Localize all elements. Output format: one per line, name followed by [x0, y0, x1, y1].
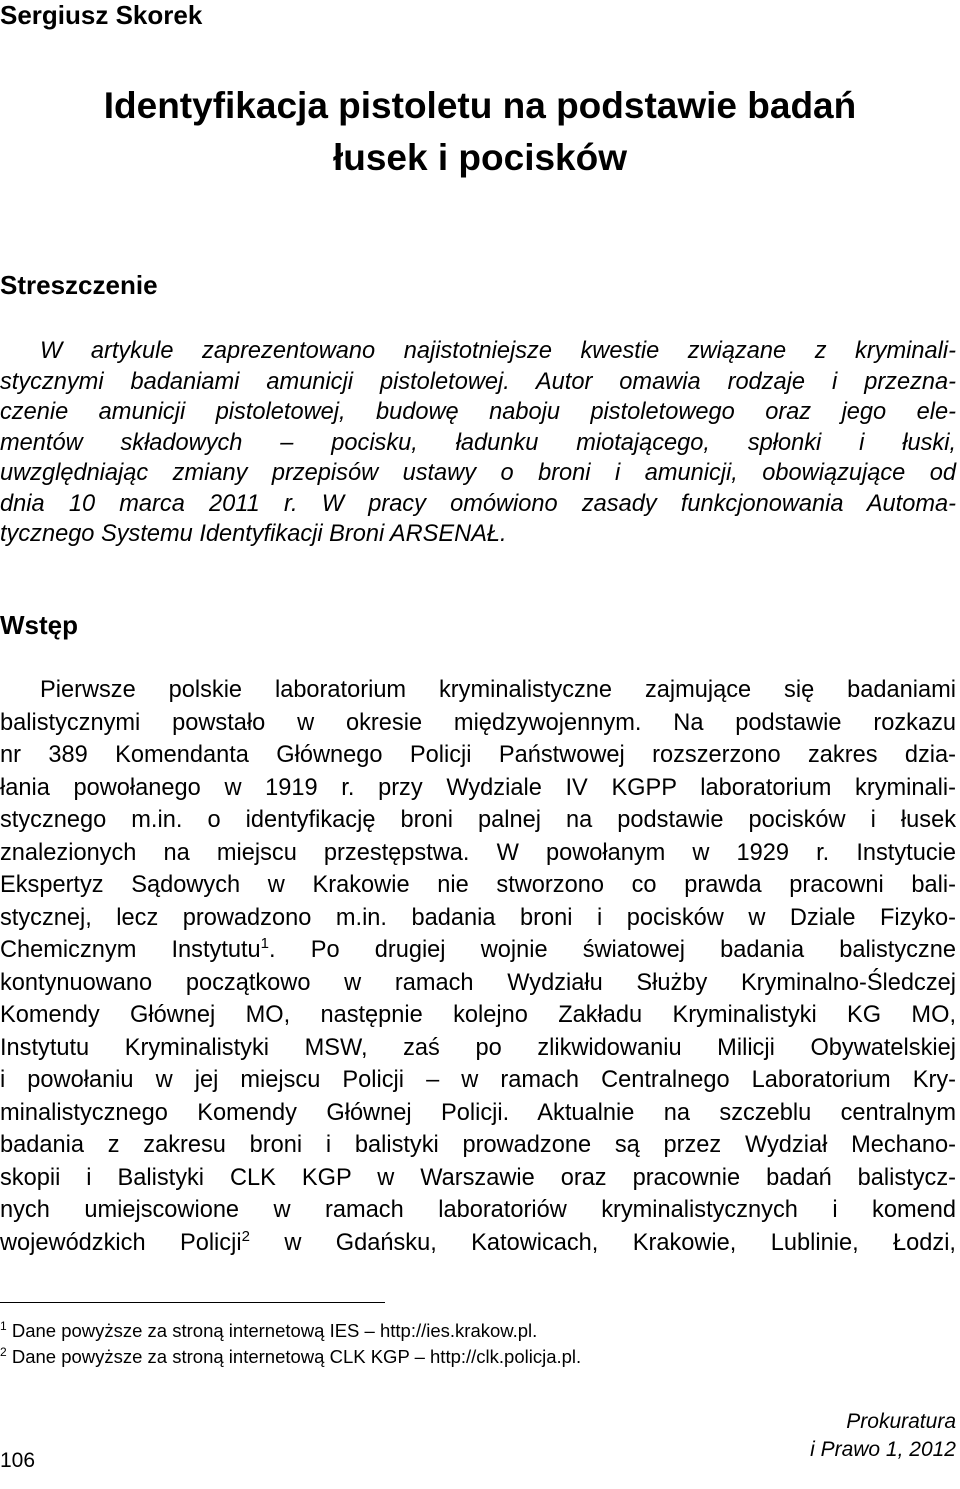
body-line: nych umiejscowione w ramach laboratoriów kryminalistycznych i komend — [0, 1197, 956, 1223]
author-name: Sergiusz Skorek — [0, 0, 203, 30]
footnote-ref-2[interactable]: 2 — [241, 1227, 250, 1245]
body-line: minalistycznego Komendy Głównej Policji. Aktualnie na szczeblu centralnym — [0, 1099, 956, 1126]
title-line: Identyfikacja pistoletu na podstawie badań — [103, 85, 857, 126]
abstract-text — [0, 336, 956, 550]
body-line: balistycznymi powstało w okresie międzywojennym. Na podstawie rozkazu — [0, 709, 956, 736]
body-line: Pierwsze polskie laboratorium kryminalistyczne zajmujące się badaniami — [40, 677, 956, 703]
abstract-line: uwzględniając zmiany przepisów ustawy o broni i amunicji, obowiązujące od — [0, 460, 956, 486]
footnote-number: 2 — [0, 1345, 7, 1359]
abstract-line: stycznymi badaniami amunicji pistoletowej. Autor omawia rodzaje i przezna- — [0, 368, 956, 395]
body-line: stycznego m.in. o identyfikację broni palnej na podstawie pocisków i łusek — [0, 807, 956, 833]
journal-name — [810, 1408, 956, 1464]
body-line: znalezionych na miejscu przestępstwa. W powołanym w 1929 r. Instytucie — [0, 839, 956, 866]
body-line: nr 389 Komendanta Głównego Policji Państwowej rozszerzono zakres dzia- — [0, 742, 956, 768]
title-line: łusek i pocisków — [332, 137, 628, 178]
footnote-separator — [0, 1302, 385, 1303]
body-line: skopii i Balistyki CLK KGP w Warszawie oraz pracownie badań balistycz- — [0, 1164, 956, 1191]
abstract-heading: Streszczenie — [0, 270, 158, 300]
footnote-2 — [0, 1344, 581, 1370]
journal-line: i Prawo 1, 2012 — [810, 1438, 956, 1461]
body-line: Komendy Głównej MO, następnie kolejno Zakładu Kryminalistyki KG MO, — [0, 1002, 956, 1028]
body-line: i powołaniu w jej miejscu Policji – w ramach Centralnego Laboratorium Kry- — [0, 1067, 956, 1093]
body-line — [0, 934, 956, 967]
abstract-line: czenie amunicji pistoletowej, budowę naboju pistoletowego oraz jego ele- — [0, 399, 956, 425]
intro-body — [0, 674, 956, 1259]
article-title — [0, 80, 960, 184]
body-text-segment: wojewódzkich Policji — [0, 1229, 242, 1256]
body-line: badania z zakresu broni i balistyki prowadzone są przez Wydział Mechano- — [0, 1132, 956, 1158]
abstract-line: W artykule zaprezentowano najistotniejsze kwestie związane z kryminali- — [40, 338, 956, 364]
abstract-line: mentów składowych – pocisku, ładunku miotającego, spłonki i łuski, — [0, 429, 956, 456]
body-line — [0, 1227, 956, 1260]
journal-line: Prokuratura — [846, 1410, 956, 1433]
body-text-segment: . Po drugiej wojnie światowej badania balistyczne — [269, 937, 956, 963]
body-line: łania powołanego w 1919 r. przy Wydziale IV KGPP laboratorium kryminali- — [0, 774, 956, 801]
footnote-1 — [0, 1318, 581, 1344]
footnote-number: 1 — [0, 1319, 7, 1333]
body-line: kontynuowano początkowo w ramach Wydziału Służby Kryminalno-Śledczej — [0, 969, 956, 996]
footnote-text: Dane powyższe za stroną internetową CLK KGP – http://clk.policja.pl. — [11, 1346, 582, 1367]
footnote-ref-1[interactable]: 1 — [260, 935, 270, 952]
body-text-segment: w Gdańsku, Katowicach, Krakowie, Lublinie, Łodzi, — [249, 1229, 956, 1256]
body-line: stycznej, lecz prowadzono m.in. badania broni i pocisków w Dziale Fizyko- — [0, 904, 956, 931]
intro-heading: Wstęp — [0, 610, 78, 640]
footnotes — [0, 1318, 581, 1370]
page-number: 106 — [0, 1449, 36, 1472]
body-text-segment: Chemicznym Instytutu — [0, 937, 261, 963]
footnote-text: Dane powyższe za stroną internetową IES – http://ies.krakow.pl. — [11, 1320, 538, 1341]
abstract-line: dnia 10 marca 2011 r. W pracy omówiono zasady funkcjonowania Automa- — [0, 490, 956, 517]
body-line: Instytutu Kryminalistyki MSW, zaś po zlikwidowaniu Milicji Obywatelskiej — [0, 1034, 956, 1061]
abstract-line: tycznego Systemu Identyfikacji Broni ARSENAŁ. — [0, 521, 507, 547]
body-line: Ekspertyz Sądowych w Krakowie nie stworzono co prawda pracowni bali- — [0, 872, 956, 898]
